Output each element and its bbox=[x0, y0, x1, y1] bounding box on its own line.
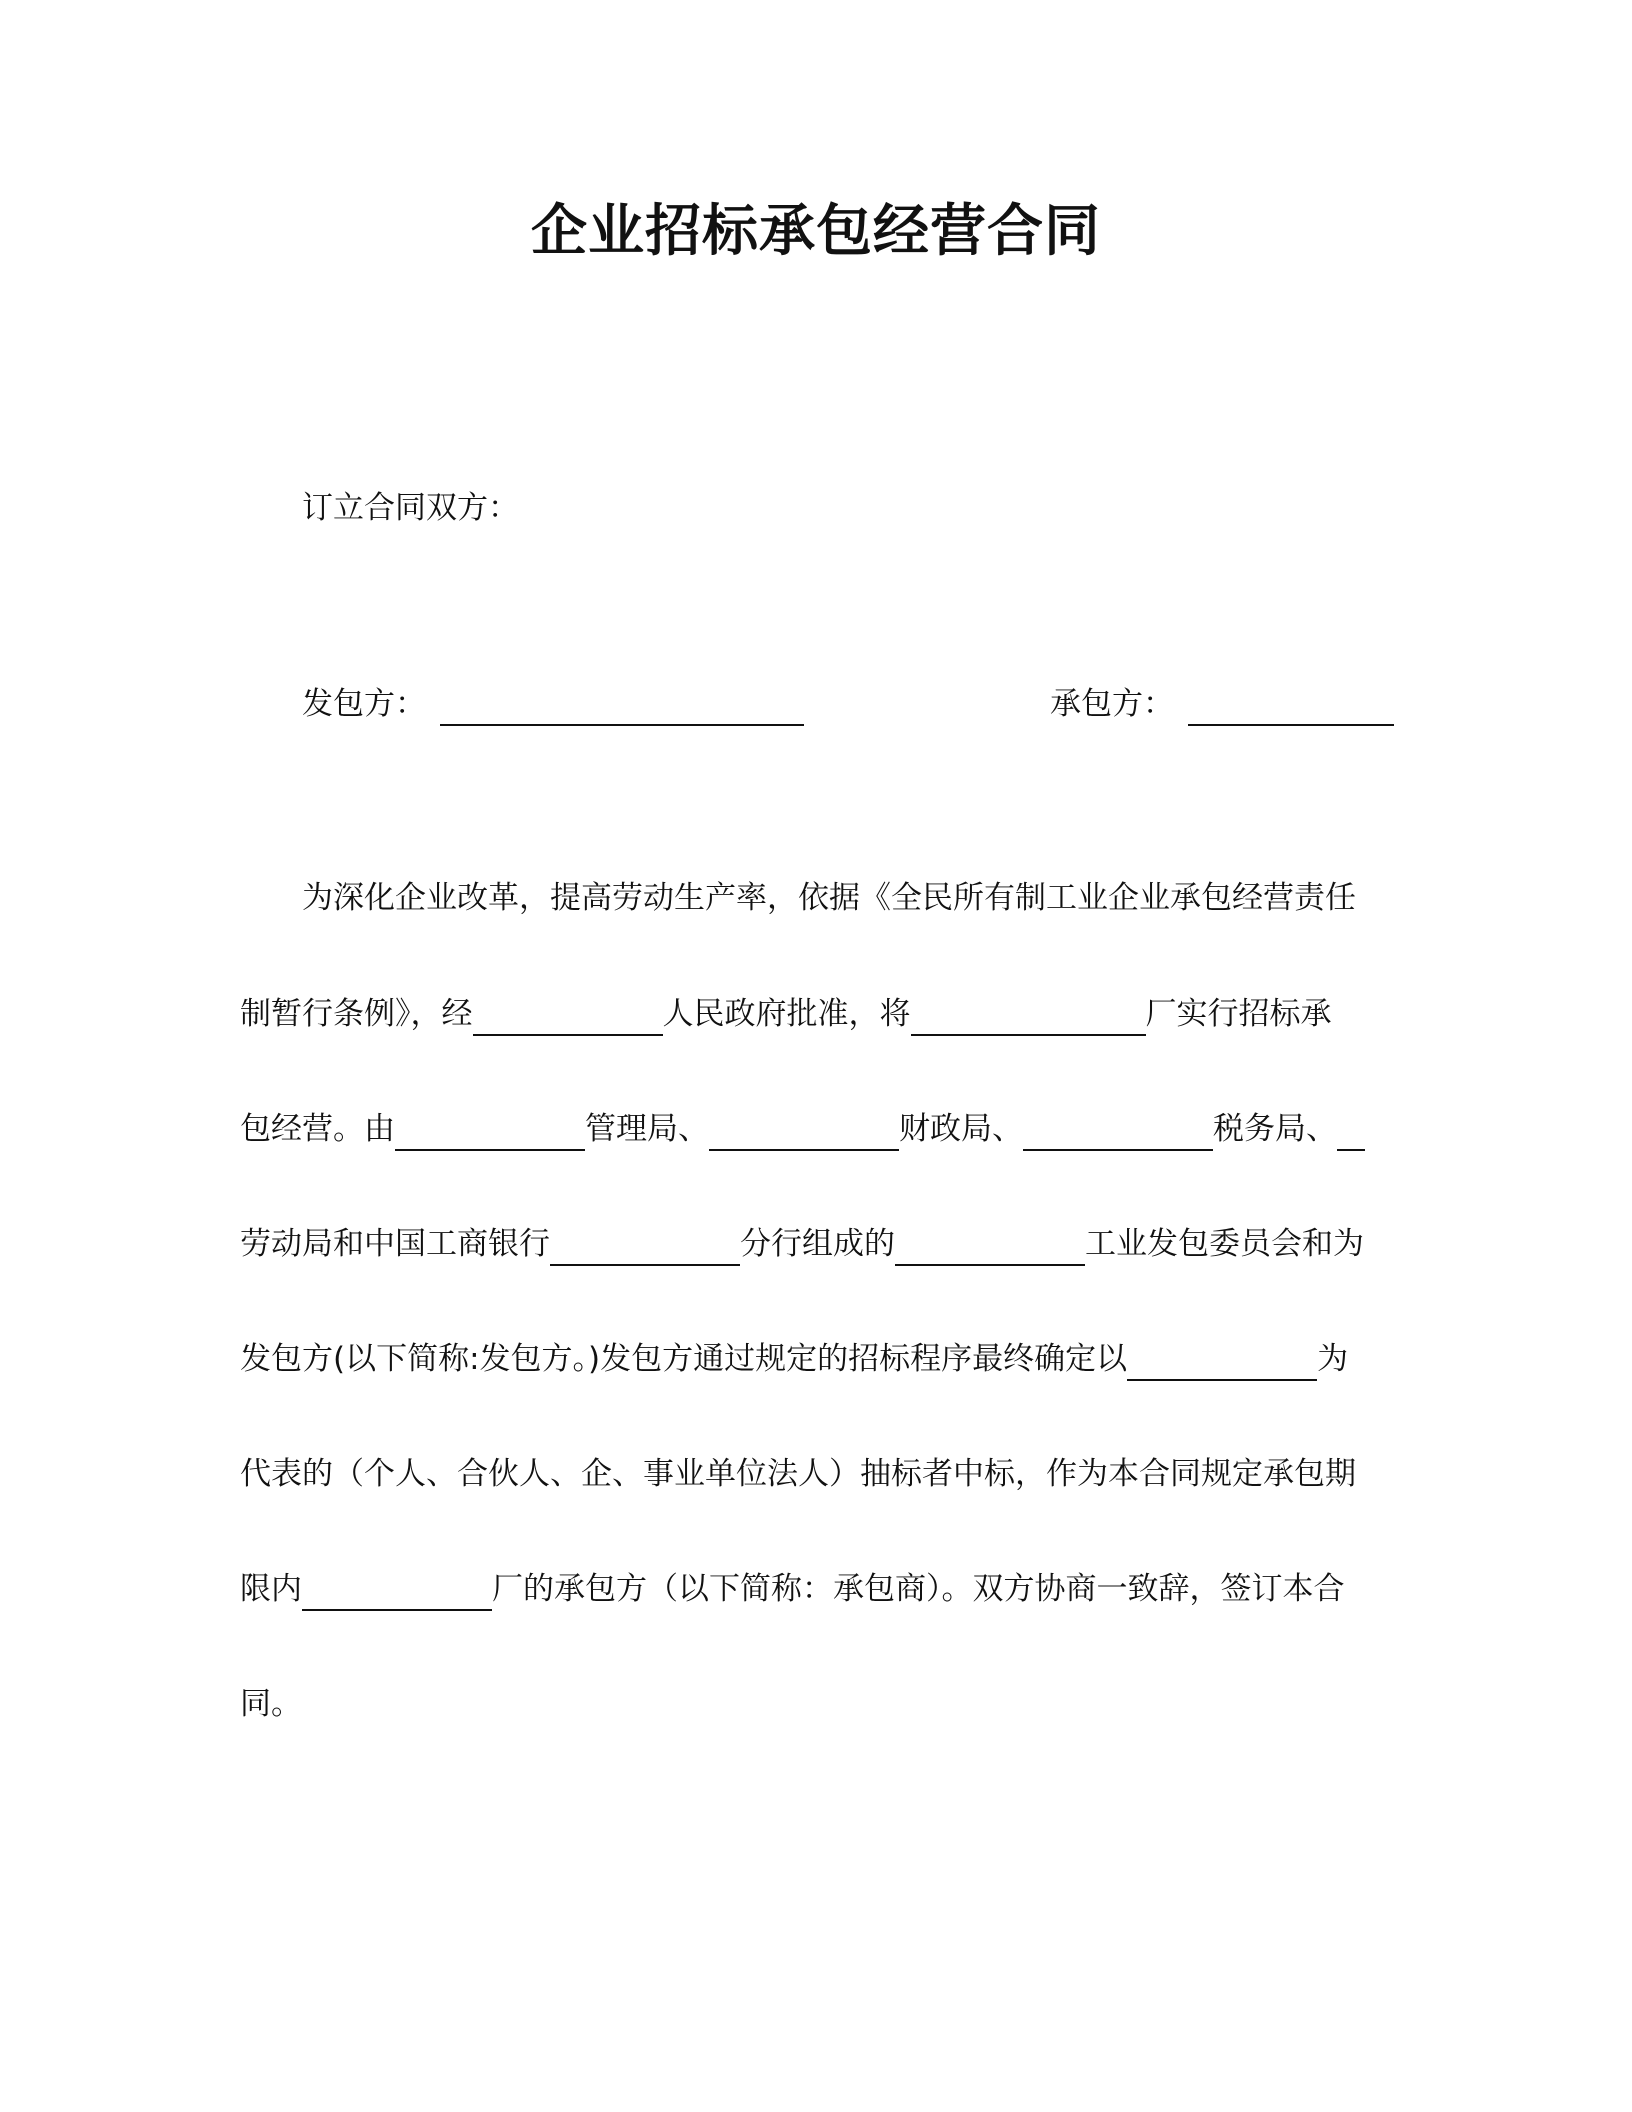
committee-blank bbox=[895, 1224, 1085, 1266]
issuer-blank bbox=[440, 684, 804, 726]
contractor-label: 承包方： bbox=[1050, 686, 1174, 722]
body-line-4 bbox=[240, 1222, 1382, 1266]
document-title: 企业招标承包经营合同 bbox=[531, 199, 1101, 264]
factory-blank bbox=[911, 994, 1146, 1036]
winner-blank bbox=[1127, 1339, 1317, 1381]
body-text: 为 bbox=[1317, 1341, 1349, 1377]
body-line-6 bbox=[240, 1452, 1382, 1496]
finance-bureau-blank bbox=[709, 1109, 899, 1151]
body-text: 限内 bbox=[240, 1571, 302, 1607]
management-bureau-blank bbox=[395, 1109, 585, 1151]
body-text: 厂的承包方（以下简称：承包商）。双方协商一致辞，签订本合 bbox=[492, 1571, 1345, 1607]
body-text: 工业发包委员会和为 bbox=[1085, 1226, 1364, 1262]
tax-bureau-blank bbox=[1023, 1109, 1213, 1151]
body-line-3 bbox=[240, 1107, 1382, 1151]
government-blank bbox=[473, 994, 663, 1036]
body-text: 制暂行条例》，经 bbox=[240, 996, 473, 1032]
body-text: 发包方(以下简称:发包方。)发包方通过规定的招标程序最终确定以 bbox=[240, 1341, 1128, 1377]
parties-intro: 订立合同双方： bbox=[302, 490, 519, 526]
body-text: 同。 bbox=[240, 1686, 302, 1722]
bank-branch-blank bbox=[550, 1224, 740, 1266]
contractor-blank bbox=[1188, 684, 1394, 726]
body-line-5 bbox=[240, 1337, 1382, 1381]
body-text: 为深化企业改革，提高劳动生产率，依据《全民所有制工业企业承包经营责任 bbox=[302, 880, 1356, 916]
body-line-7 bbox=[240, 1567, 1382, 1611]
body-text: 厂实行招标承 bbox=[1145, 996, 1332, 1032]
body-text: 分行组成的 bbox=[740, 1226, 895, 1262]
body-text: 财政局、 bbox=[899, 1111, 1023, 1147]
body-text: 管理局、 bbox=[585, 1111, 709, 1147]
issuer-field bbox=[302, 682, 804, 726]
body-line-2 bbox=[240, 992, 1382, 1036]
issuer-label: 发包方： bbox=[302, 686, 426, 722]
body-text: 劳动局和中国工商银行 bbox=[240, 1226, 550, 1262]
body-text: 包经营。由 bbox=[240, 1111, 395, 1147]
body-line-1 bbox=[302, 876, 1444, 920]
body-text: 代表的（个人、合伙人、企、事业单位法人）抽标者中标，作为本合同规定承包期 bbox=[240, 1456, 1356, 1492]
body-text: 税务局、 bbox=[1213, 1111, 1337, 1147]
contractor-field bbox=[1050, 682, 1394, 726]
contracted-factory-blank bbox=[302, 1569, 492, 1611]
body-text: 人民政府批准，将 bbox=[662, 996, 911, 1032]
labor-bureau-blank bbox=[1337, 1109, 1365, 1151]
body-line-8 bbox=[240, 1682, 1382, 1726]
